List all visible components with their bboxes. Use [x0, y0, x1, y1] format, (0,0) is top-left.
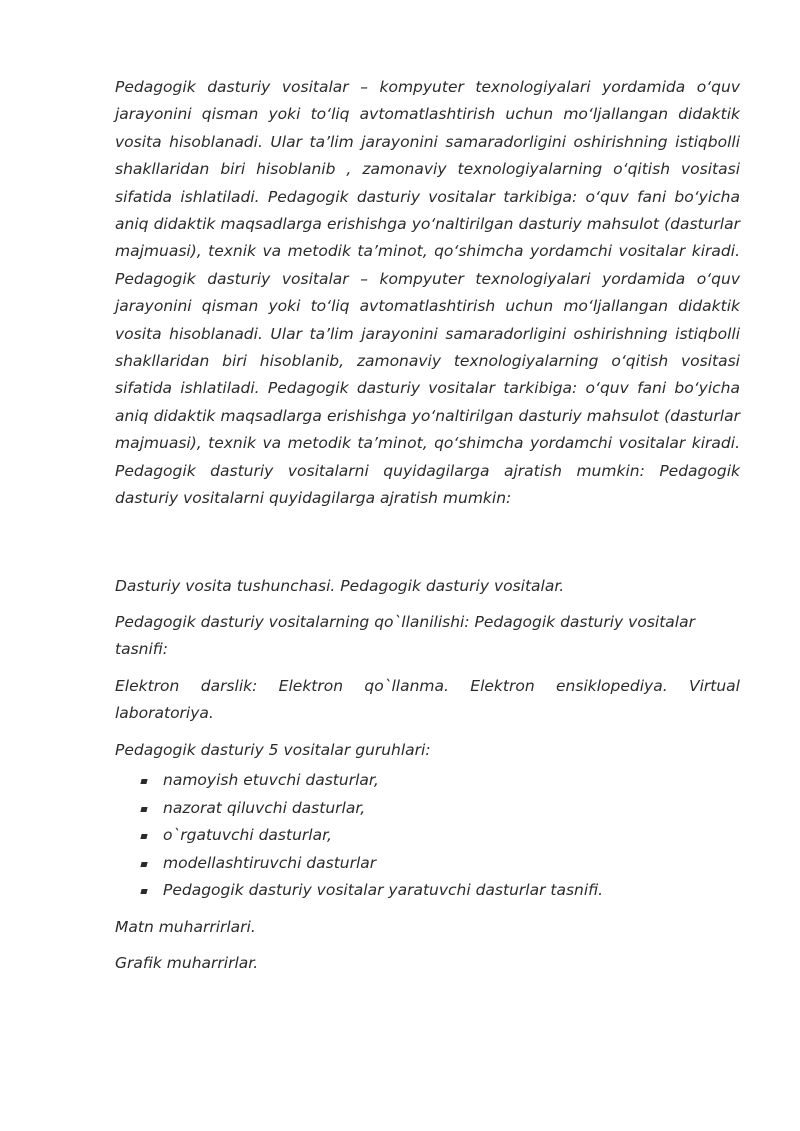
- bullet-icon: [140, 807, 147, 812]
- usage-line: Pedagogik dasturiy vositalarning qo`llanilishi: Pedagogik dasturiy vositalar tasnifi:: [115, 612, 695, 659]
- list-item-label: modellashtiruvchi dasturlar: [163, 853, 377, 872]
- bullet-icon: [140, 834, 147, 839]
- list-item: [115, 822, 740, 850]
- groups-list: [115, 767, 740, 905]
- text-editors-line: Matn muharrirlari.: [115, 917, 256, 936]
- concept-line: Dasturiy vosita tushunchasi. Pedagogik dasturiy vositalar.: [115, 576, 565, 595]
- list-item-label: Pedagogik dasturiy vositalar yaratuvchi dasturlar tasnifi.: [163, 881, 604, 900]
- list-item: [115, 850, 740, 878]
- document-page: [115, 74, 740, 978]
- list-item-label: o`rgatuvchi dasturlar,: [163, 826, 332, 845]
- list-item: [115, 877, 740, 905]
- graphic-editors-line: Grafik muharrirlar.: [115, 954, 259, 973]
- bullet-icon: [140, 862, 147, 867]
- list-item-label: nazorat qiluvchi dasturlar,: [163, 798, 366, 817]
- list-item-label: namoyish etuvchi dasturlar,: [163, 770, 379, 789]
- main-paragraph: Pedagogik dasturiy vositalar – kompyuter texnologiyalari yordamida o‘quv jarayonini qisman yoki to‘liq avtomatlashtirish uchun mo‘ljallangan didaktik vosita hisoblanadi. Ular ta’lim jarayonini samaradorligini oshirishning istiqbolli shakllaridan biri hisoblanib , zamonaviy texnologiyalarning o‘qitish vositasi sifatida ishlatiladi. Pedagogik dasturiy vositalar tarkibiga: o‘quv fani bo‘yicha aniq didaktik maqsadlarga erishishga yo‘naltirilgan dasturiy mahsulot (dasturlar majmuasi), texnik va metodik ta’minot, qo‘shimcha yordamchi vositalar kiradi. Pedagogik dasturiy vositalar – kompyuter texnologiyalari yordamida o‘quv jarayonini qisman yoki to‘liq avtomatlashtirish uchun mo‘ljallangan didaktik vosita hisoblanadi. Ular ta’lim jarayonini samaradorligini oshirishning istiqbolli shakllaridan biri hisoblanib, zamonaviy texnologiyalarning o‘qitish vositasi sifatida ishlatiladi. Pedagogik dasturiy vositalar tarkibiga: o‘quv fani bo‘yicha aniq didaktik maqsadlarga erishishga yo‘naltirilgan dasturiy mahsulot (dasturlar majmuasi), texnik va metodik ta’minot, qo‘shimcha yordamchi vositalar kiradi. Pedagogik dasturiy vositalarni quyidagilarga ajratish mumkin: Pedagogik dasturiy vositalarni quyidagilarga ajratish mumkin:: [115, 78, 740, 508]
- groups-heading: Pedagogik dasturiy 5 vositalar guruhlari:: [115, 740, 431, 759]
- bullet-icon: [140, 779, 147, 784]
- types-line: Elektron darslik: Elektron qo`llanma. Elektron ensiklopediya. Virtual laboratoriya.: [115, 676, 740, 723]
- list-item: [115, 767, 740, 795]
- list-item: [115, 795, 740, 823]
- bullet-icon: [140, 889, 147, 894]
